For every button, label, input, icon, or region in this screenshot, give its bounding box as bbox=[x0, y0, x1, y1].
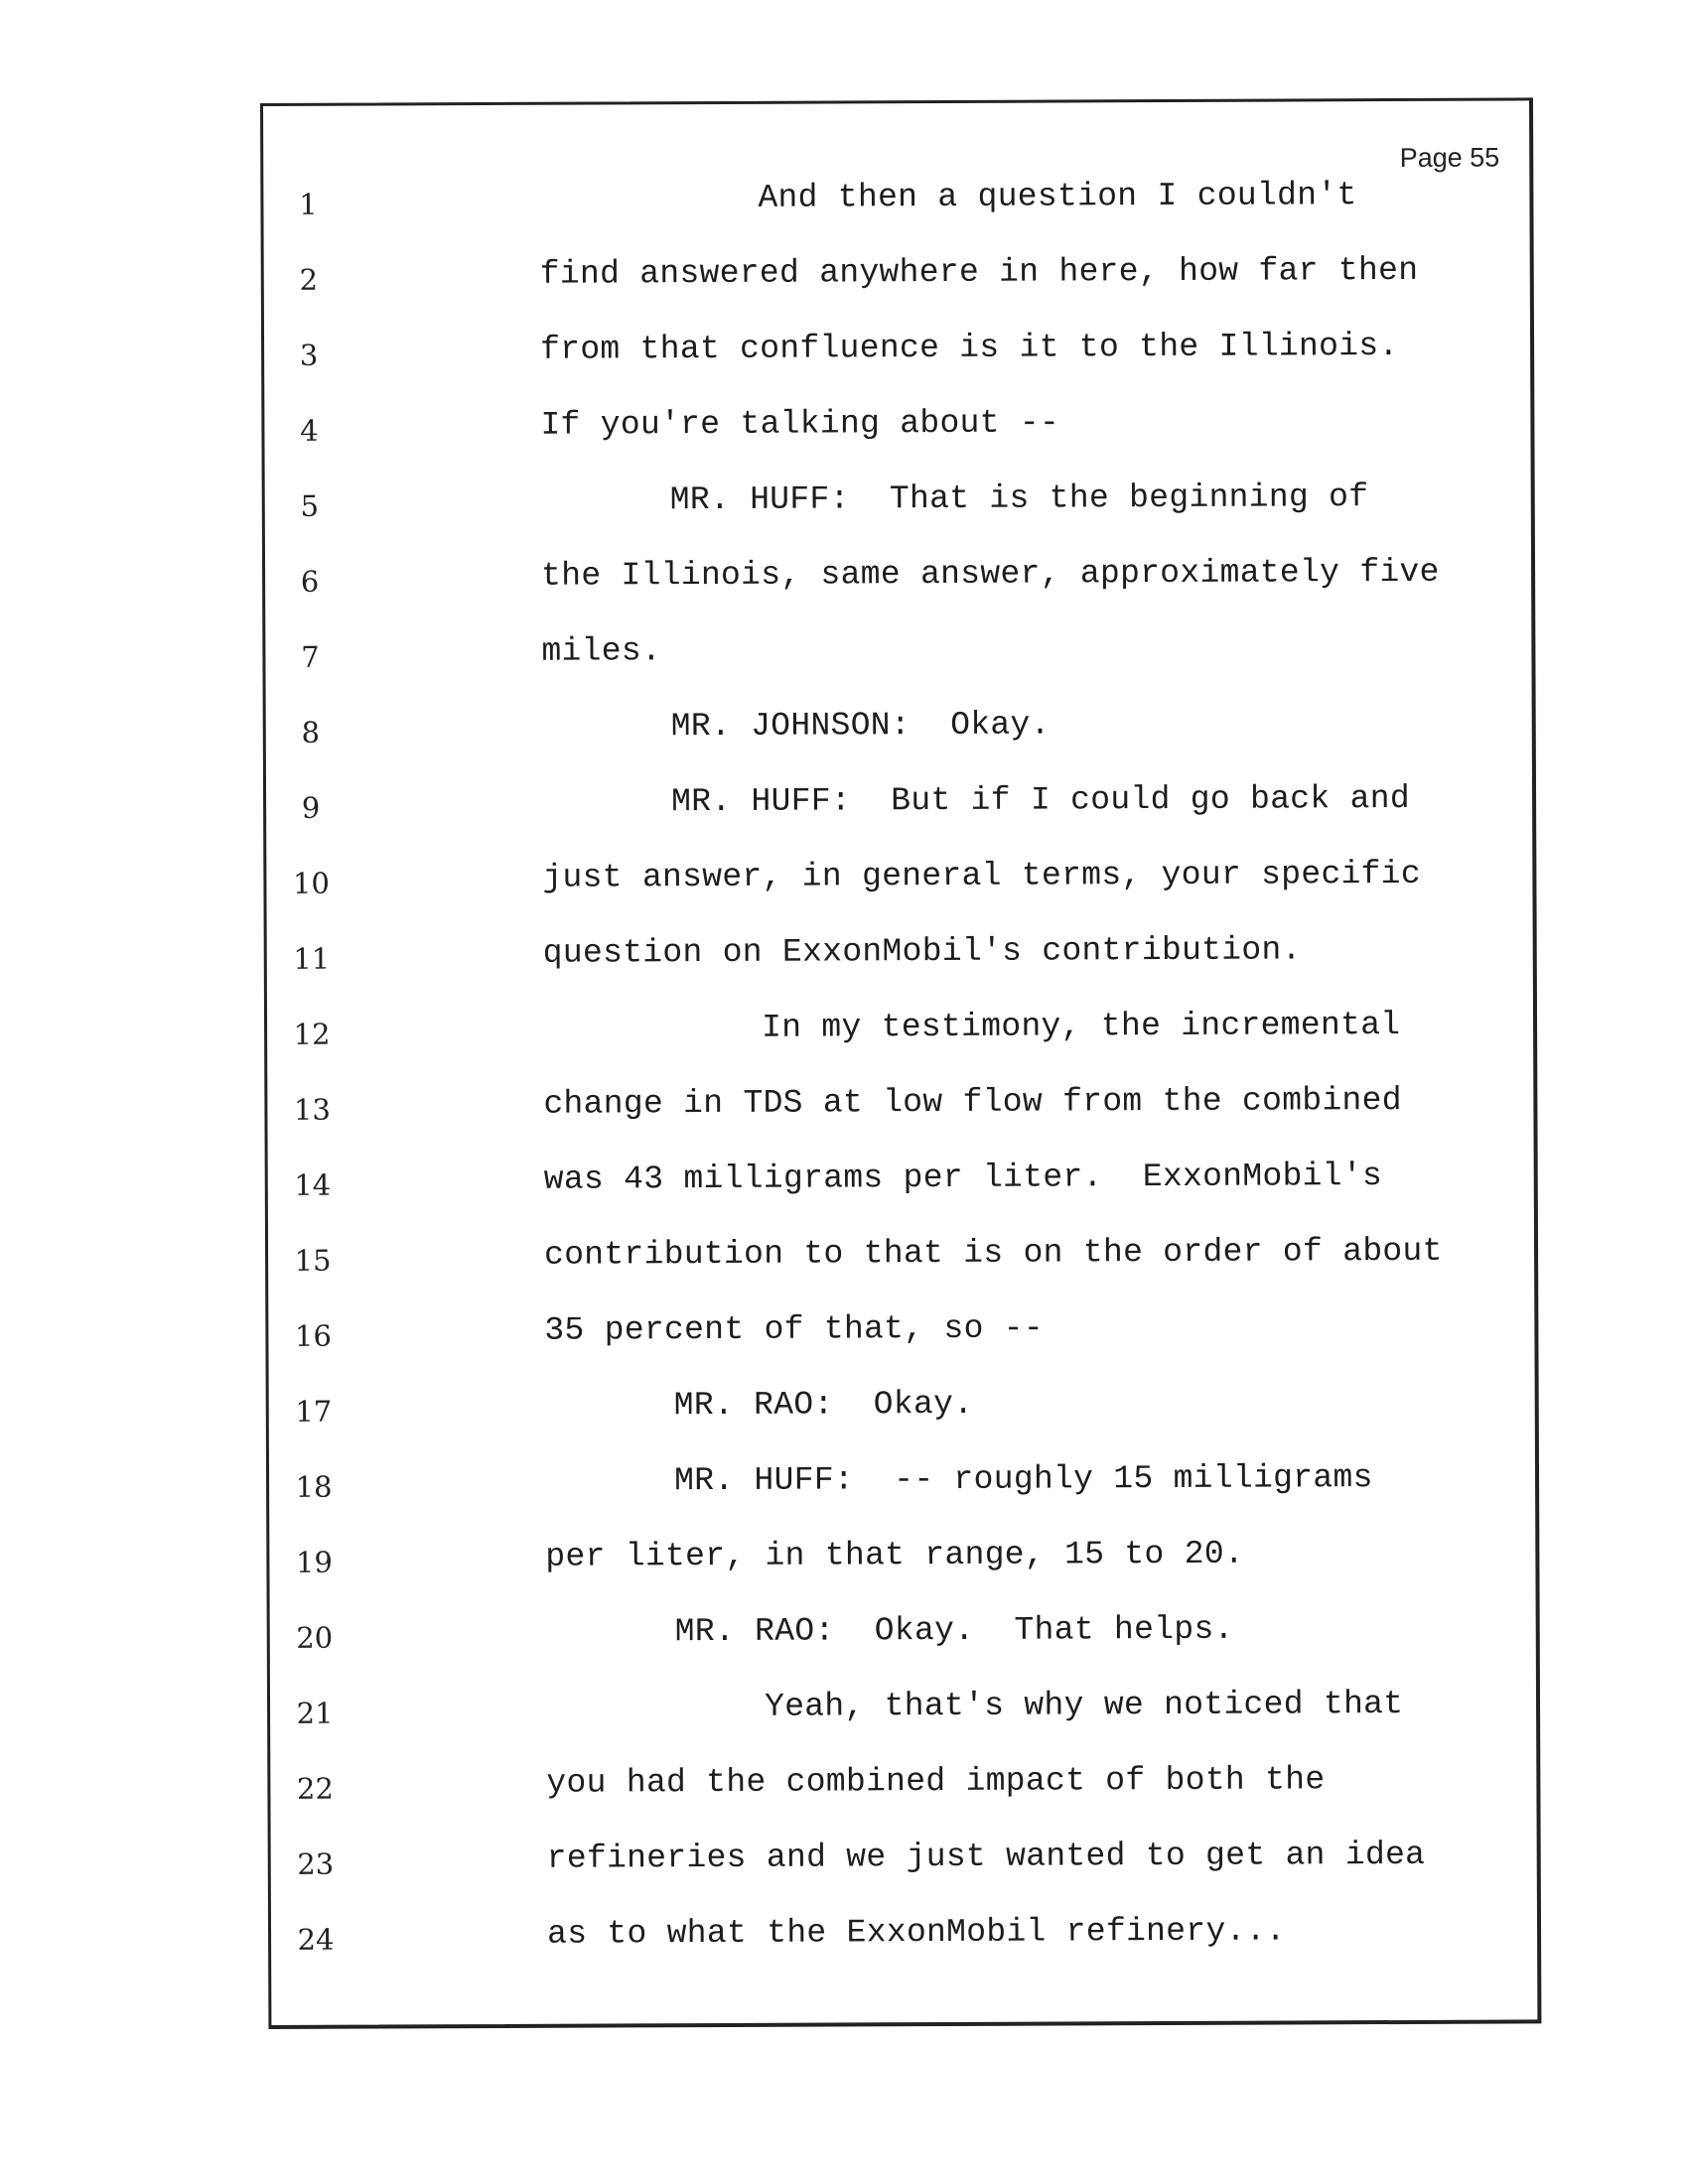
line-number: 7 bbox=[301, 639, 320, 674]
transcript-line: MR. HUFF: That is the beginning of bbox=[669, 478, 1369, 519]
transcript-line: MR. RAO: Okay. That helps. bbox=[674, 1610, 1234, 1651]
line-number: 22 bbox=[296, 1771, 334, 1806]
line-number: 6 bbox=[300, 564, 320, 599]
transcript-line: MR. HUFF: But if I could go back and bbox=[670, 779, 1410, 821]
line-number: 17 bbox=[295, 1394, 333, 1429]
transcript-line: MR. JOHNSON: Okay. bbox=[670, 706, 1051, 746]
transcript-line: In my testimony, the incremental bbox=[761, 1006, 1401, 1046]
line-number: 2 bbox=[299, 262, 319, 297]
line-number: 11 bbox=[293, 941, 331, 976]
transcript-line: question on ExxonMobil's contribution. bbox=[542, 931, 1302, 972]
transcript-line: Yeah, that's why we noticed that bbox=[764, 1685, 1404, 1725]
line-number: 24 bbox=[297, 1922, 335, 1957]
line-number: 15 bbox=[294, 1243, 332, 1278]
transcript-line: as to what the ExxonMobil refinery... bbox=[546, 1912, 1286, 1953]
transcript-line: you had the combined impact of both the bbox=[546, 1761, 1326, 1802]
line-number: 21 bbox=[296, 1696, 334, 1730]
transcript-line: from that confluence is it to the Illinois. bbox=[540, 327, 1399, 368]
transcript-line: find answered anywhere in here, how far then bbox=[539, 251, 1419, 293]
line-number: 12 bbox=[293, 1017, 331, 1051]
line-number: 20 bbox=[296, 1620, 334, 1655]
line-number: 1 bbox=[299, 187, 318, 221]
line-number: 10 bbox=[292, 866, 330, 900]
line-number: 9 bbox=[301, 790, 321, 825]
transcript-line: refineries and we just wanted to get an idea bbox=[546, 1836, 1426, 1877]
transcript-page-frame bbox=[260, 97, 1541, 2029]
transcript-line: And then a question I couldn't bbox=[758, 177, 1357, 216]
line-number: 8 bbox=[301, 715, 321, 750]
transcript-line: just answer, in general terms, your specific bbox=[542, 855, 1422, 896]
transcript-line: change in TDS at low flow from the combined bbox=[543, 1081, 1402, 1123]
transcript-line: was 43 milligrams per liter. ExxonMobil's bbox=[543, 1158, 1383, 1198]
line-number: 23 bbox=[297, 1846, 335, 1881]
line-number: 5 bbox=[300, 488, 320, 523]
transcript-line: If you're talking about -- bbox=[540, 404, 1060, 444]
line-number: 3 bbox=[299, 338, 319, 372]
line-number: 14 bbox=[294, 1167, 332, 1202]
transcript-line: miles. bbox=[541, 632, 662, 670]
transcript-line: MR. HUFF: -- roughly 15 milligrams bbox=[673, 1459, 1373, 1500]
line-number: 19 bbox=[295, 1545, 333, 1579]
transcript-line: 35 percent of that, so -- bbox=[544, 1309, 1045, 1349]
transcript-line: per liter, in that range, 15 to 20. bbox=[545, 1535, 1245, 1575]
line-number: 18 bbox=[295, 1469, 333, 1504]
line-number: 13 bbox=[293, 1092, 331, 1127]
page-number: Page 55 bbox=[1399, 142, 1500, 173]
line-number: 16 bbox=[294, 1318, 332, 1353]
transcript-line: the Illinois, same answer, approximately five bbox=[541, 553, 1440, 595]
transcript-line: MR. RAO: Okay. bbox=[673, 1385, 974, 1425]
transcript-line: contribution to that is on the order of about bbox=[543, 1232, 1443, 1274]
line-number: 4 bbox=[300, 413, 319, 448]
